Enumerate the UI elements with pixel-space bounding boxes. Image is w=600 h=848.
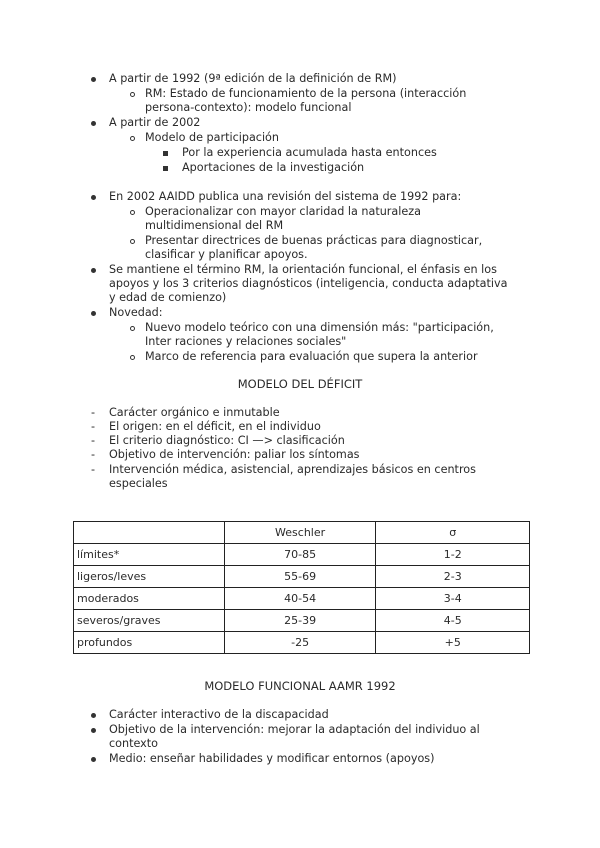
table-row — [74, 544, 530, 566]
dash-marker: - — [91, 434, 96, 447]
text-line: Objetivo de intervención: paliar los síntomas — [109, 448, 360, 461]
text-line: Intervención médica, asistencial, aprendizajes básicos en centros — [109, 463, 476, 476]
text-line: persona-contexto): modelo funcional — [145, 101, 352, 114]
dash-marker: - — [91, 420, 96, 433]
table-cell: +5 — [376, 632, 530, 654]
text-line: y edad de comienzo) — [109, 291, 227, 304]
bullet-dot-icon — [91, 713, 96, 718]
table-cell: moderados — [74, 588, 225, 610]
header-cell — [74, 522, 225, 544]
bullet-square-icon — [163, 166, 168, 171]
text-line: Marco de referencia para evaluación que supera la anterior — [145, 350, 478, 363]
table-row — [74, 610, 530, 632]
bullet-square-icon — [163, 151, 168, 156]
bullet-ring-icon — [130, 136, 135, 141]
text-line: Carácter orgánico e inmutable — [109, 406, 280, 419]
section-heading-funcional: MODELO FUNCIONAL AAMR 1992 — [204, 679, 396, 693]
text-line: contexto — [109, 737, 159, 750]
text-line: A partir de 2002 — [109, 116, 201, 129]
text-line: Objetivo de la intervención: mejorar la adaptación del individuo al — [109, 723, 480, 736]
text-line: especiales — [109, 477, 168, 490]
table-cell: 25-39 — [224, 610, 376, 632]
bullet-ring-icon — [130, 92, 135, 97]
text-line: Carácter interactivo de la discapacidad — [109, 708, 329, 721]
table-cell: 40-54 — [224, 588, 376, 610]
text-line: Inter raciones y relaciones sociales" — [145, 335, 347, 348]
bullet-dot-icon — [91, 121, 96, 126]
bullet-ring-icon — [130, 210, 135, 215]
header-cell: σ — [376, 522, 530, 544]
dash-marker: - — [91, 463, 96, 476]
bullet-dot-icon — [91, 311, 96, 316]
text-line: Por la experiencia acumulada hasta entonces — [182, 146, 437, 159]
text-line: clasificar y planificar apoyos. — [145, 248, 308, 261]
table-cell: 70-85 — [224, 544, 376, 566]
text-line: Nuevo modelo teórico con una dimensión más: "participación, — [145, 321, 494, 334]
table-cell: 4-5 — [376, 610, 530, 632]
text-line: El criterio diagnóstico: CI —> clasificación — [109, 434, 345, 447]
table-cell: profundos — [74, 632, 225, 654]
text-line: Medio: enseñar habilidades y modificar entornos (apoyos) — [109, 752, 435, 765]
table-cell: 2-3 — [376, 566, 530, 588]
bullet-dot-icon — [91, 77, 96, 82]
text-line: El origen: en el déficit, en el individuo — [109, 420, 321, 433]
classification-table — [73, 521, 530, 654]
bullet-dot-icon — [91, 268, 96, 273]
dash-marker: - — [91, 406, 96, 419]
table-row — [74, 632, 530, 654]
header-cell: Weschler — [224, 522, 376, 544]
table-cell: -25 — [224, 632, 376, 654]
table-cell: 3-4 — [376, 588, 530, 610]
table-cell: ligeros/leves — [74, 566, 225, 588]
bullet-ring-icon — [130, 355, 135, 360]
bullet-dot-icon — [91, 757, 96, 762]
table-cell: 55-69 — [224, 566, 376, 588]
text-line: A partir de 1992 (9ª edición de la definición de RM) — [109, 72, 397, 85]
text-line: Se mantiene el término RM, la orientación funcional, el énfasis en los — [109, 263, 497, 276]
bullet-ring-icon — [130, 239, 135, 244]
dash-marker: - — [91, 448, 96, 461]
table-cell: límites* — [74, 544, 225, 566]
text-line: Presentar directrices de buenas prácticas para diagnosticar, — [145, 234, 483, 247]
bullet-ring-icon — [130, 326, 135, 331]
text-line: En 2002 AAIDD publica una revisión del sistema de 1992 para: — [109, 190, 462, 203]
bullet-dot-icon — [91, 195, 96, 200]
table-cell: severos/graves — [74, 610, 225, 632]
text-line: Operacionalizar con mayor claridad la naturaleza — [145, 205, 421, 218]
bullet-dot-icon — [91, 728, 96, 733]
text-line: apoyos y los 3 criterios diagnósticos (inteligencia, conducta adaptativa — [109, 277, 508, 290]
table-row — [74, 566, 530, 588]
text-line: multidimensional del RM — [145, 219, 284, 232]
text-line: Modelo de participación — [145, 131, 279, 144]
text-line: RM: Estado de funcionamiento de la persona (interacción — [145, 87, 467, 100]
text-line: Novedad: — [109, 306, 163, 319]
section-heading-deficit: MODELO DEL DÉFICIT — [237, 377, 363, 391]
table-cell: 1-2 — [376, 544, 530, 566]
table-row — [74, 588, 530, 610]
text-line: Aportaciones de la investigación — [182, 161, 365, 174]
table-header-row — [74, 522, 530, 544]
